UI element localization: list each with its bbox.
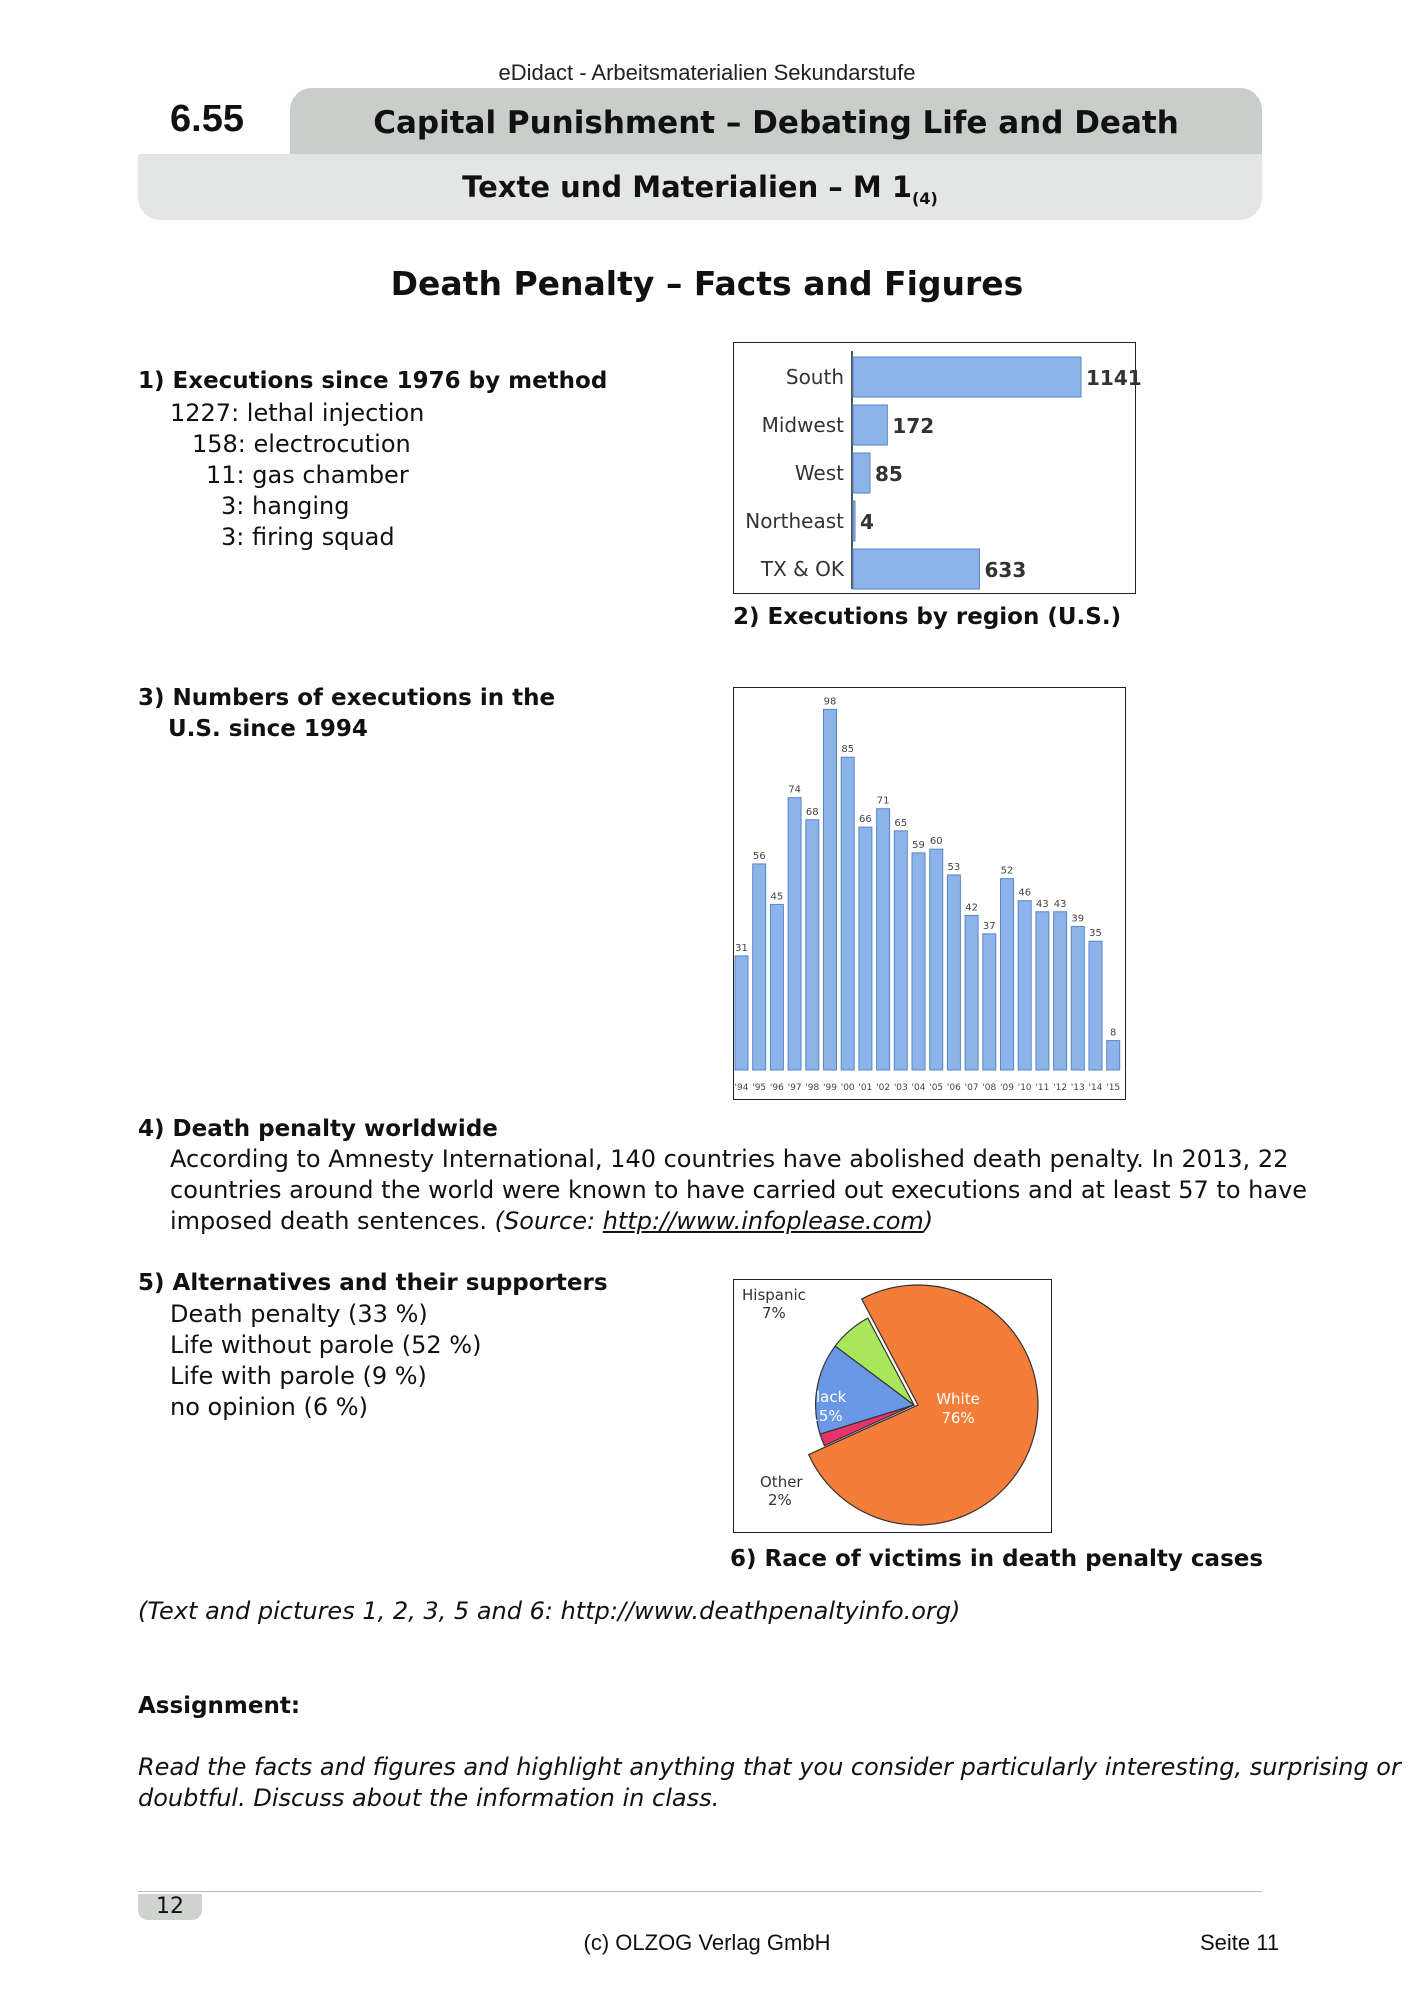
source-prefix: (Source: (494, 1207, 603, 1235)
page-number: 12 (138, 1894, 202, 1920)
pie-label-name: Other (760, 1473, 803, 1491)
unit-number: 6.55 (170, 98, 244, 140)
year-value: 45 (770, 891, 784, 903)
pie-label-value: 76% (941, 1409, 975, 1427)
year-label: '11 (1035, 1083, 1050, 1093)
section-4-text-line-3 (170, 1206, 933, 1237)
year-bar (824, 709, 837, 1070)
region-bar (853, 357, 1081, 397)
section-4-text: imposed death sentences. (170, 1207, 495, 1235)
year-label: '98 (805, 1083, 820, 1093)
year-value: 46 (1018, 887, 1032, 899)
year-value: 68 (805, 806, 819, 818)
year-label: '95 (752, 1083, 767, 1093)
year-bar (859, 827, 872, 1070)
publisher-line: eDidact - Arbeitsmaterialien Sekundarstufe (498, 60, 916, 85)
year-label: '99 (823, 1083, 837, 1093)
year-value: 71 (876, 795, 890, 807)
year-label: '04 (911, 1083, 926, 1093)
region-value: 4 (860, 510, 874, 534)
assignment-text-line: doubtful. Discuss about the information in class. (138, 1784, 720, 1812)
region-label: Northeast (745, 509, 844, 533)
year-bar (965, 915, 978, 1070)
year-value: 42 (965, 902, 978, 914)
year-bar (735, 956, 748, 1070)
year-bar (770, 904, 783, 1070)
year-label: '03 (893, 1083, 908, 1093)
year-value: 43 (1036, 898, 1049, 910)
race-pie-frame (733, 1279, 1052, 1533)
year-bar (947, 875, 960, 1070)
pie-label-value: 2% (768, 1491, 792, 1509)
source-note: (Text and pictures 1, 2, 3, 5 and 6: http://www.deathpenaltyinfo.org) (138, 1597, 961, 1625)
year-value: 37 (982, 920, 996, 932)
year-bar (1054, 912, 1067, 1070)
year-value: 43 (1053, 898, 1067, 910)
year-value: 39 (1071, 913, 1085, 925)
section-5-title: 5) Alternatives and their supporters (138, 1270, 608, 1296)
year-bar (1018, 901, 1031, 1070)
region-value: 172 (892, 414, 935, 438)
section-3-title: 3) Numbers of executions in the (138, 685, 556, 711)
year-bar (1036, 912, 1049, 1070)
year-label: '97 (787, 1083, 802, 1093)
document-subtitle (138, 154, 1262, 220)
subtitle-text: Texte und Materialien – M 1 (462, 170, 913, 204)
section-4-text-line: countries around the world were known to have carried out executions and at least 57 to have (170, 1176, 1308, 1204)
region-label: South (785, 365, 844, 389)
page-heading: Death Penalty – Facts and Figures (390, 264, 1024, 303)
method-item: 1227: lethal injection (170, 399, 425, 427)
pie-label-name: White (936, 1390, 980, 1408)
year-bar (1107, 1041, 1120, 1070)
region-value: 85 (874, 462, 903, 486)
year-label: '12 (1053, 1083, 1068, 1093)
year-label: '96 (769, 1083, 784, 1093)
year-bar (930, 849, 943, 1070)
pie-label-name: Hispanic (742, 1286, 806, 1304)
year-label: '08 (982, 1083, 997, 1093)
region-value: 633 (984, 558, 1027, 582)
year-value: 56 (752, 850, 766, 862)
region-bar (853, 549, 979, 589)
pie-label-value: 15% (809, 1407, 843, 1425)
region-chart-frame (733, 342, 1142, 594)
source-suffix: ) (923, 1207, 934, 1235)
year-value: 31 (735, 942, 748, 954)
year-label: '06 (946, 1083, 961, 1093)
year-label: '05 (929, 1083, 944, 1093)
region-value: 1141 (1086, 366, 1142, 390)
yearly-chart (734, 688, 1125, 1099)
method-item: 3: hanging (221, 492, 350, 520)
race-pie-chart (734, 1280, 1051, 1532)
year-label: '10 (1017, 1083, 1032, 1093)
page-label: Seite 11 (1200, 1930, 1280, 1955)
year-value: 98 (823, 696, 837, 708)
year-bar (753, 864, 766, 1070)
year-bar (1089, 941, 1102, 1070)
year-bar (1071, 926, 1084, 1070)
year-label: '01 (858, 1083, 873, 1093)
footer-divider (138, 1891, 1262, 1892)
region-bar (853, 405, 887, 445)
document-title: Capital Punishment – Debating Life and Death (290, 88, 1262, 154)
subtitle-index: (4) (912, 188, 938, 208)
race-pie-caption: 6) Race of victims in death penalty cases (730, 1546, 1264, 1572)
source-link[interactable]: http://www.infoplease.com (602, 1207, 924, 1235)
year-label: '13 (1070, 1083, 1085, 1093)
year-label: '15 (1106, 1083, 1121, 1093)
year-value: 74 (788, 784, 801, 796)
year-label: '14 (1088, 1083, 1103, 1093)
alternative-item: Death penalty (33 %) (170, 1300, 428, 1328)
year-bar (788, 798, 801, 1070)
yearly-chart-frame (733, 687, 1126, 1100)
year-bar (894, 831, 907, 1070)
pie-label-name: Black (805, 1388, 847, 1406)
region-chart-caption: 2) Executions by region (U.S.) (733, 604, 1122, 630)
year-label: '09 (1000, 1083, 1014, 1093)
year-label: '02 (876, 1083, 891, 1093)
year-bar (806, 820, 819, 1070)
region-bar (853, 501, 855, 541)
copyright: (c) OLZOG Verlag GmbH (583, 1930, 831, 1955)
year-value: 85 (841, 744, 855, 756)
year-value: 65 (894, 817, 908, 829)
year-value: 52 (1000, 865, 1014, 877)
year-value: 53 (947, 861, 961, 873)
region-bar (853, 453, 870, 493)
year-value: 66 (859, 814, 872, 826)
method-item: 11: gas chamber (206, 461, 409, 489)
assignment-text-line: Read the facts and figures and highlight anything that you consider particularly interesting, surprising or (138, 1753, 1401, 1781)
alternative-item: Life without parole (52 %) (170, 1331, 482, 1359)
year-bar (983, 934, 996, 1070)
method-item: 3: firing squad (221, 523, 395, 551)
assignment-title: Assignment: (138, 1693, 301, 1719)
region-label: West (794, 461, 844, 485)
year-label: '94 (734, 1083, 749, 1093)
year-value: 35 (1089, 928, 1102, 940)
year-value: 59 (912, 839, 925, 851)
alternative-item: no opinion (6 %) (170, 1393, 368, 1421)
year-value: 8 (1110, 1027, 1117, 1039)
year-value: 60 (929, 836, 943, 848)
alternative-item: Life with parole (9 %) (170, 1362, 427, 1390)
method-item: 158: electrocution (192, 430, 411, 458)
region-chart (734, 343, 1142, 593)
region-label: TX & OK (760, 557, 844, 581)
region-label: Midwest (761, 413, 844, 437)
year-label: '07 (964, 1083, 979, 1093)
pie-label-value: 7% (762, 1304, 786, 1322)
year-label: '00 (840, 1083, 855, 1093)
year-bar (912, 853, 925, 1070)
year-bar (877, 809, 890, 1070)
year-bar (1001, 879, 1014, 1070)
year-bar (841, 757, 854, 1070)
section-4-title: 4) Death penalty worldwide (138, 1116, 498, 1142)
section-1-title: 1) Executions since 1976 by method (138, 368, 608, 394)
section-4-text-line: According to Amnesty International, 140 countries have abolished death penalty. In 2013, 22 (170, 1145, 1289, 1173)
section-3-title-line2: U.S. since 1994 (168, 716, 368, 742)
